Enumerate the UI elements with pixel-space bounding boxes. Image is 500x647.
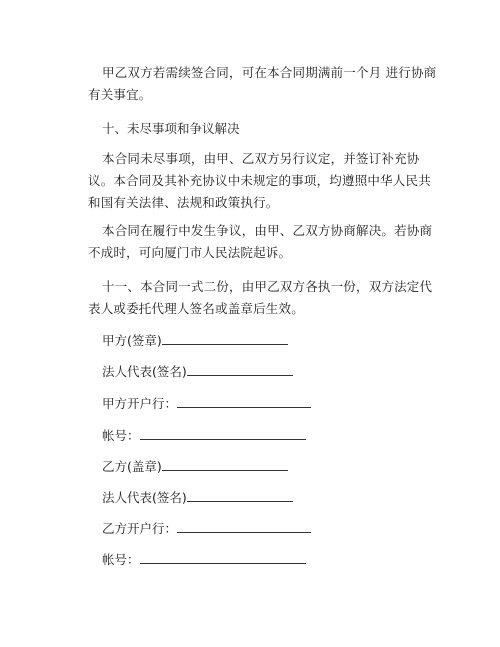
section-10-heading: 十、未尽事项和争议解决	[102, 121, 240, 136]
party-a-bank-field[interactable]	[177, 393, 311, 408]
party-a-seal-label: 甲方(签章)	[102, 333, 162, 348]
party-a-seal-line	[102, 330, 288, 351]
dispute-resolution-paragraph: 本合同在履行中发生争议，由甲、乙双方协商解决。若协商不成时，可向厦门市人民法院起诉。	[88, 223, 433, 260]
section-11-paragraph: 十一、本合同一式二份，由甲乙双方各执一份，双方法定代表人或委托代理人签名或盖章后生效。	[88, 279, 433, 316]
party-a-seal-field[interactable]	[162, 330, 288, 345]
party-b-account-line	[102, 549, 306, 570]
party-a-rep-line	[102, 361, 293, 382]
party-a-account-line	[102, 425, 306, 446]
renewal-paragraph: 甲乙双方若需续签合同，可在本合同期满前一个月 进行协商有关事宜。	[88, 65, 437, 102]
party-b-bank-line	[102, 518, 311, 539]
party-a-bank-line	[102, 393, 311, 414]
party-b-bank-field[interactable]	[177, 518, 311, 533]
party-b-account-field[interactable]	[140, 549, 306, 564]
party-b-rep-field[interactable]	[187, 487, 293, 502]
party-b-seal-label: 乙方(盖章)	[102, 459, 162, 474]
party-b-rep-label: 法人代表(签名)	[102, 490, 187, 505]
party-b-rep-line	[102, 487, 293, 508]
party-a-bank-label: 甲方开户行：	[102, 396, 178, 411]
party-b-account-label: 帐号：	[102, 552, 140, 567]
party-a-account-label: 帐号：	[102, 428, 140, 443]
party-b-seal-line	[102, 456, 288, 477]
party-a-rep-field[interactable]	[187, 361, 293, 376]
party-b-seal-field[interactable]	[162, 456, 288, 471]
unsettled-matters-paragraph: 本合同未尽事项，由甲、乙双方另行议定，并签订补充协议。本合同及其补充协议中未规定的事项，均遵照中华人民共和国有关法律、法规和政策执行。	[88, 151, 431, 210]
party-a-rep-label: 法人代表(签名)	[102, 364, 187, 379]
party-a-account-field[interactable]	[140, 425, 306, 440]
party-b-bank-label: 乙方开户行：	[102, 521, 178, 536]
